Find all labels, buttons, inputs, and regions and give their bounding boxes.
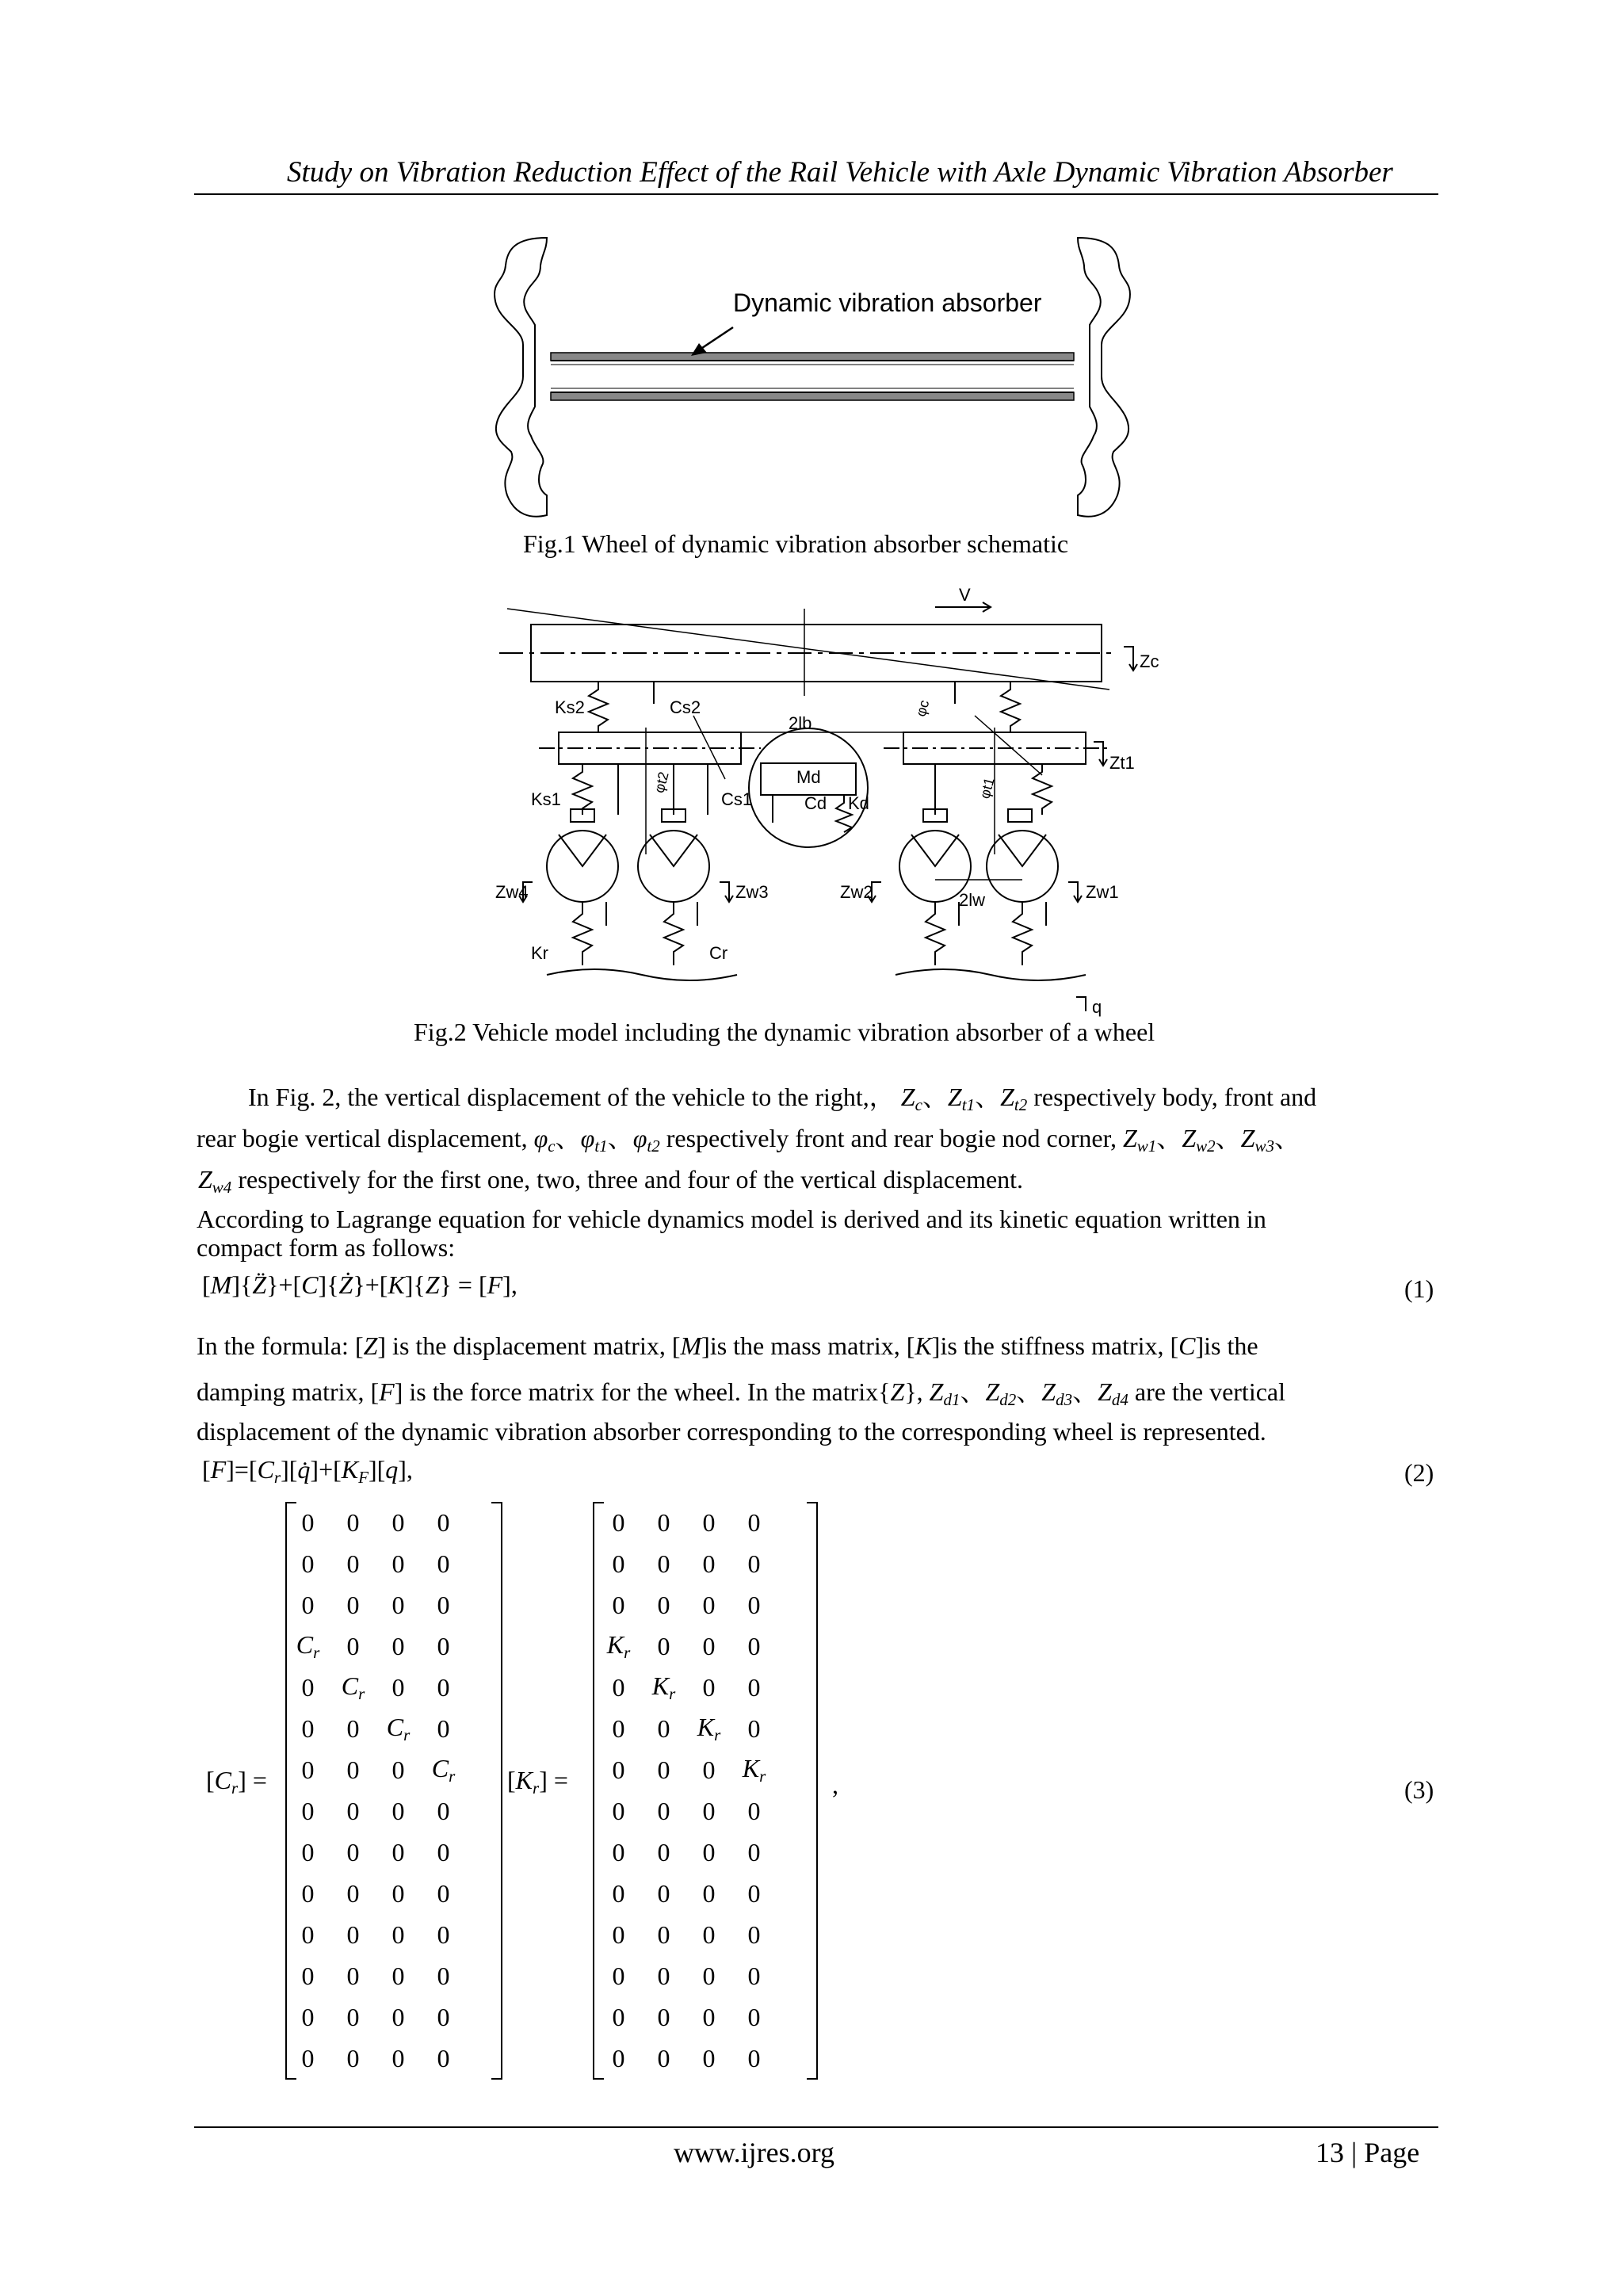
matrix-cell: 0 <box>612 1920 625 1949</box>
matrix-cell: 0 <box>437 1631 450 1660</box>
matrix-row <box>285 1873 466 1914</box>
matrix-row <box>596 1914 777 1955</box>
matrix-cell: $C_r$ <box>341 1671 365 1703</box>
para3-line1-c: is the mass matrix, <box>709 1331 900 1360</box>
left-wheel-profile <box>495 238 547 517</box>
matrix-row <box>285 1543 466 1584</box>
matrix-cell: 0 <box>702 1837 716 1866</box>
matrix-row <box>285 1584 466 1626</box>
matrix-cell: 0 <box>612 1755 625 1784</box>
matrix-cell: 0 <box>747 2002 761 2031</box>
fig2-label-cs1: Cs1 <box>721 789 753 809</box>
matrix-cell: 0 <box>391 2043 405 2073</box>
matrix-cell: 0 <box>346 1796 360 1825</box>
matrix-row <box>596 1626 777 1667</box>
matrix-cell: 0 <box>437 1507 450 1537</box>
matrix-cell: 0 <box>612 1507 625 1537</box>
matrix-cell: 0 <box>391 1549 405 1578</box>
running-header: Study on Vibration Reduction Effect of the Rail Vehicle with Axle Dynamic Vibration Absorber <box>287 156 1393 189</box>
matrix-cell: 0 <box>391 1796 405 1825</box>
matrix-cell: 0 <box>346 1755 360 1784</box>
matrix-cell: 0 <box>657 1549 670 1578</box>
matrix-cell: 0 <box>657 1631 670 1660</box>
equation-2: $[F]=[C_r][q̇]+[K_F][q]$, <box>202 1455 413 1487</box>
matrix-cell: 0 <box>391 1631 405 1660</box>
matrix-row <box>596 1708 777 1749</box>
matrix-cell: 0 <box>391 1755 405 1784</box>
matrix-cell: 0 <box>702 2043 716 2073</box>
matrix-cell: $C_r$ <box>431 1753 456 1786</box>
matrix-cell: 0 <box>391 2002 405 2031</box>
matrix-cell: $C_r$ <box>296 1629 320 1662</box>
matrix-comma: , <box>832 1771 838 1799</box>
matrix-row <box>596 1543 777 1584</box>
matrix-cell: $C_r$ <box>386 1712 411 1744</box>
matrix-cell: 0 <box>702 1507 716 1537</box>
matrix-cell: $K_r$ <box>606 1629 631 1662</box>
matrix-kr-label: $[K_r]$ = <box>507 1766 568 1797</box>
matrix-kr-right-bracket <box>807 1502 818 2080</box>
matrix-cell: 0 <box>437 1713 450 1743</box>
matrix-cell: 0 <box>346 1920 360 1949</box>
matrix-row <box>285 1708 466 1749</box>
equation-3-number: (3) <box>1404 1775 1434 1804</box>
matrix-cell: $K_r$ <box>651 1671 676 1703</box>
matrix-cell: 0 <box>702 1631 716 1660</box>
fig2-label-cs2: Cs2 <box>670 697 701 717</box>
matrix-cell: 0 <box>702 1755 716 1784</box>
matrix-row <box>596 1873 777 1914</box>
para3-line1-e: is the <box>1204 1331 1258 1360</box>
figure-2-vehicle-model <box>483 585 1157 1017</box>
matrix-cell: 0 <box>346 1961 360 1990</box>
matrix-row <box>596 1955 777 1996</box>
matrix-cell: 0 <box>391 1590 405 1619</box>
matrix-cell: $K_r$ <box>697 1712 721 1744</box>
matrix-cell: 0 <box>301 1755 315 1784</box>
matrix-cell: 0 <box>702 1590 716 1619</box>
para2-line2: compact form as follows: <box>197 1233 456 1262</box>
matrix-cell: 0 <box>301 1920 315 1949</box>
matrix-cell: $K_r$ <box>742 1753 766 1786</box>
matrix-row <box>285 1955 466 1996</box>
matrix-cell: 0 <box>612 1672 625 1702</box>
para3-line1-b: is the displacement matrix, <box>392 1331 666 1360</box>
matrix-cell: 0 <box>391 1837 405 1866</box>
matrix-cell: 0 <box>657 1837 670 1866</box>
matrix-cell: 0 <box>657 2043 670 2073</box>
fig2-label-cr: Cr <box>709 943 728 963</box>
matrix-cell: 0 <box>301 1796 315 1825</box>
matrix-cell: 0 <box>391 1920 405 1949</box>
fig2-label-zw1: Zw1 <box>1086 882 1119 902</box>
para3-line3: displacement of the dynamic vibration absorber corresponding to the corresponding wheel is represented. <box>197 1417 1266 1446</box>
fig2-label-phit1: φt1 <box>976 775 998 800</box>
matrix-cell: 0 <box>301 1837 315 1866</box>
matrix-cell: 0 <box>657 1961 670 1990</box>
matrix-cell: 0 <box>747 1920 761 1949</box>
matrix-cell: 0 <box>747 1713 761 1743</box>
fig2-label-zc: Zc <box>1140 651 1159 671</box>
matrix-cell: 0 <box>346 1631 360 1660</box>
matrix-row <box>285 1502 466 1543</box>
matrix-cell: 0 <box>612 1878 625 1908</box>
matrix-cell: 0 <box>437 1961 450 1990</box>
fig1-caption: Fig.1 Wheel of dynamic vibration absorber schematic <box>523 529 1069 558</box>
matrix-cell: 0 <box>346 1837 360 1866</box>
matrix-cell: 0 <box>747 1549 761 1578</box>
matrix-row <box>596 1667 777 1708</box>
matrix-cell: 0 <box>612 1837 625 1866</box>
matrix-cell: 0 <box>391 1672 405 1702</box>
fig2-label-ks1: Ks1 <box>531 789 561 809</box>
para1-line1-start: In Fig. 2, the vertical displacement of the vehicle to the right, <box>248 1083 869 1111</box>
matrix-cell: 0 <box>747 1878 761 1908</box>
matrix-cell: 0 <box>747 1796 761 1825</box>
para1-line1: In Fig. 2, the vertical displacement of the vehicle to the right,， $Z_c$、$Z_{t1}$、$Z_{t2}$ respectively body, front and <box>248 1083 1317 1114</box>
matrix-cell: 0 <box>437 1796 450 1825</box>
para2-line1: According to Lagrange equation for vehicle dynamics model is derived and its kinetic equation written in <box>197 1205 1266 1233</box>
matrix-row <box>596 1502 777 1543</box>
matrix-cell: 0 <box>437 1549 450 1578</box>
matrix-cell: 0 <box>301 1672 315 1702</box>
fig2-label-phic: φc <box>912 698 933 719</box>
matrix-cell: 0 <box>346 1713 360 1743</box>
matrix-cell: 0 <box>702 1549 716 1578</box>
fig2-label-md: Md <box>796 767 821 787</box>
matrix-row <box>285 1749 466 1790</box>
matrix-row <box>596 1584 777 1626</box>
matrix-cell: 0 <box>437 1837 450 1866</box>
matrix-cell: 0 <box>747 2043 761 2073</box>
matrix-cell: 0 <box>702 1878 716 1908</box>
matrix-cell: 0 <box>437 1590 450 1619</box>
para3-line2-c: are the vertical <box>1134 1377 1285 1406</box>
right-wheel-profile <box>1078 238 1130 517</box>
matrix-cell: 0 <box>612 1961 625 1990</box>
matrix-cell: 0 <box>301 1507 315 1537</box>
matrix-cell: 0 <box>437 1878 450 1908</box>
matrix-cell: 0 <box>612 1549 625 1578</box>
fig2-label-kd: Kd <box>848 793 869 813</box>
matrix-cell: 0 <box>747 1507 761 1537</box>
matrix-cell: 0 <box>612 2043 625 2073</box>
matrix-cell: 0 <box>612 1590 625 1619</box>
matrix-row <box>285 1996 466 2038</box>
matrix-kr <box>596 1502 777 2079</box>
matrix-cell: 0 <box>657 1713 670 1743</box>
matrix-cell: 0 <box>702 1920 716 1949</box>
matrix-row <box>596 1996 777 2038</box>
matrix-cell: 0 <box>612 1713 625 1743</box>
para1-line2: rear bogie vertical displacement, $\varphi_c$、$\varphi_{t1}$、$\varphi_{t2}$ respectively front and rear bogie nod corner, $Z_{w1}$、$Z_{w2}$、$Z_{w3}$、 <box>197 1124 1300 1156</box>
footer-rule <box>194 2126 1438 2128</box>
para3-line1-a: In the formula: <box>197 1331 349 1360</box>
para3-line1-d: is the stiffness matrix, <box>940 1331 1164 1360</box>
matrix-cell: 0 <box>301 1878 315 1908</box>
matrix-cell: 0 <box>391 1507 405 1537</box>
matrix-cell: 0 <box>301 1713 315 1743</box>
figure-1-wheel-schematic <box>483 234 1141 527</box>
matrix-cell: 0 <box>657 2002 670 2031</box>
fig2-caption: Fig.2 Vehicle model including the dynamic vibration absorber of a wheel <box>414 1018 1155 1046</box>
matrix-cell: 0 <box>301 1590 315 1619</box>
matrix-cr-label: $[C_r]$ = <box>206 1766 267 1797</box>
matrix-cell: 0 <box>612 1796 625 1825</box>
matrix-row <box>285 1667 466 1708</box>
fig2-label-zt1: Zt1 <box>1109 753 1135 773</box>
fig2-label-q: q <box>1092 997 1102 1017</box>
footer-url[interactable]: www.ijres.org <box>674 2137 834 2168</box>
matrix-cell: 0 <box>747 1961 761 1990</box>
matrix-cell: 0 <box>747 1837 761 1866</box>
matrix-cell: 0 <box>702 1961 716 1990</box>
matrix-row <box>285 1832 466 1873</box>
matrix-row <box>285 1790 466 1832</box>
fig2-label-v: V <box>959 585 971 605</box>
matrix-cell: 0 <box>437 2002 450 2031</box>
fig1-absorber-label: Dynamic vibration absorber <box>733 288 1042 317</box>
fig2-label-cd: Cd <box>804 793 827 813</box>
matrix-cell: 0 <box>346 1590 360 1619</box>
matrix-cell: 0 <box>702 2002 716 2031</box>
matrix-cell: 0 <box>747 1672 761 1702</box>
para1-line1-end: respectively body, front and <box>1033 1083 1317 1111</box>
para1-line3-text: respectively for the first one, two, three and four of the vertical displacement. <box>238 1165 1024 1194</box>
matrix-cell: 0 <box>657 1796 670 1825</box>
matrix-cell: 0 <box>391 1961 405 1990</box>
equation-1: [M]{Z̈}+[C]{Ż}+[K]{Z} = [F], <box>202 1270 517 1299</box>
matrix-cell: 0 <box>437 1672 450 1702</box>
matrix-cell: 0 <box>657 1920 670 1949</box>
matrix-cell: 0 <box>702 1672 716 1702</box>
matrix-cell: 0 <box>346 1507 360 1537</box>
matrix-row <box>285 2038 466 2079</box>
fig2-label-phit2: φt2 <box>651 770 672 795</box>
matrix-cell: 0 <box>657 1590 670 1619</box>
para1-line2-b: respectively front and rear bogie nod corner, <box>666 1124 1117 1152</box>
para3-line2-b: is the force matrix for the wheel. In the matrix <box>409 1377 879 1406</box>
matrix-cell: 0 <box>657 1878 670 1908</box>
para3-line1: In the formula: [Z] is the displacement matrix, [M]is the mass matrix, [K]is the stiffness matrix, [C]is the <box>197 1331 1258 1360</box>
para3-line2: damping matrix, [F] is the force matrix for the wheel. In the matrix{Z}, $Z_{d1}$、$Z_{d2}$、$Z_{d3}$、$Z_{d4}$ are the vertical <box>197 1377 1285 1409</box>
fig2-label-kr: Kr <box>531 943 548 963</box>
para1-line3: $Z_{w4}$ respectively for the first one, two, three and four of the vertical displacement. <box>198 1165 1024 1197</box>
fig2-label-zw4: Zw4 <box>495 882 529 902</box>
matrix-cell: 0 <box>301 1961 315 1990</box>
footer-page-number: 13 | Page <box>1316 2137 1420 2168</box>
matrix-cell: 0 <box>747 1590 761 1619</box>
equation-2-number: (2) <box>1404 1458 1434 1487</box>
fig2-label-2lb: 2lb <box>789 713 812 733</box>
matrix-cell: 0 <box>346 1549 360 1578</box>
matrix-row <box>285 1914 466 1955</box>
matrix-cell: 0 <box>657 1507 670 1537</box>
matrix-cell: 0 <box>346 2002 360 2031</box>
matrix-cell: 0 <box>346 1878 360 1908</box>
matrix-row <box>596 1790 777 1832</box>
fig2-label-zw3: Zw3 <box>735 882 769 902</box>
matrix-cell: 0 <box>657 1755 670 1784</box>
matrix-cr-right-bracket <box>491 1502 502 2080</box>
matrix-row <box>596 1749 777 1790</box>
equation-1-number: (1) <box>1404 1274 1434 1303</box>
matrix-cell: 0 <box>391 1878 405 1908</box>
matrix-cell: 0 <box>301 2043 315 2073</box>
para3-line2-a: damping matrix, <box>197 1377 365 1406</box>
fig2-label-2lw: 2lw <box>959 890 986 910</box>
fig2-label-ks2: Ks2 <box>555 697 585 717</box>
matrix-cell: 0 <box>612 2002 625 2031</box>
matrix-cell: 0 <box>437 1920 450 1949</box>
matrix-cr <box>285 1502 466 2079</box>
matrix-cell: 0 <box>702 1796 716 1825</box>
matrix-row <box>596 1832 777 1873</box>
fig2-label-zw2: Zw2 <box>840 882 873 902</box>
para1-line2-a: rear bogie vertical displacement, <box>197 1124 528 1152</box>
matrix-cell: 0 <box>437 2043 450 2073</box>
matrix-cell: 0 <box>346 2043 360 2073</box>
matrix-row <box>596 2038 777 2079</box>
matrix-cell: 0 <box>301 1549 315 1578</box>
header-rule <box>194 193 1438 195</box>
matrix-row <box>285 1626 466 1667</box>
matrix-cell: 0 <box>747 1631 761 1660</box>
matrix-cell: 0 <box>301 2002 315 2031</box>
